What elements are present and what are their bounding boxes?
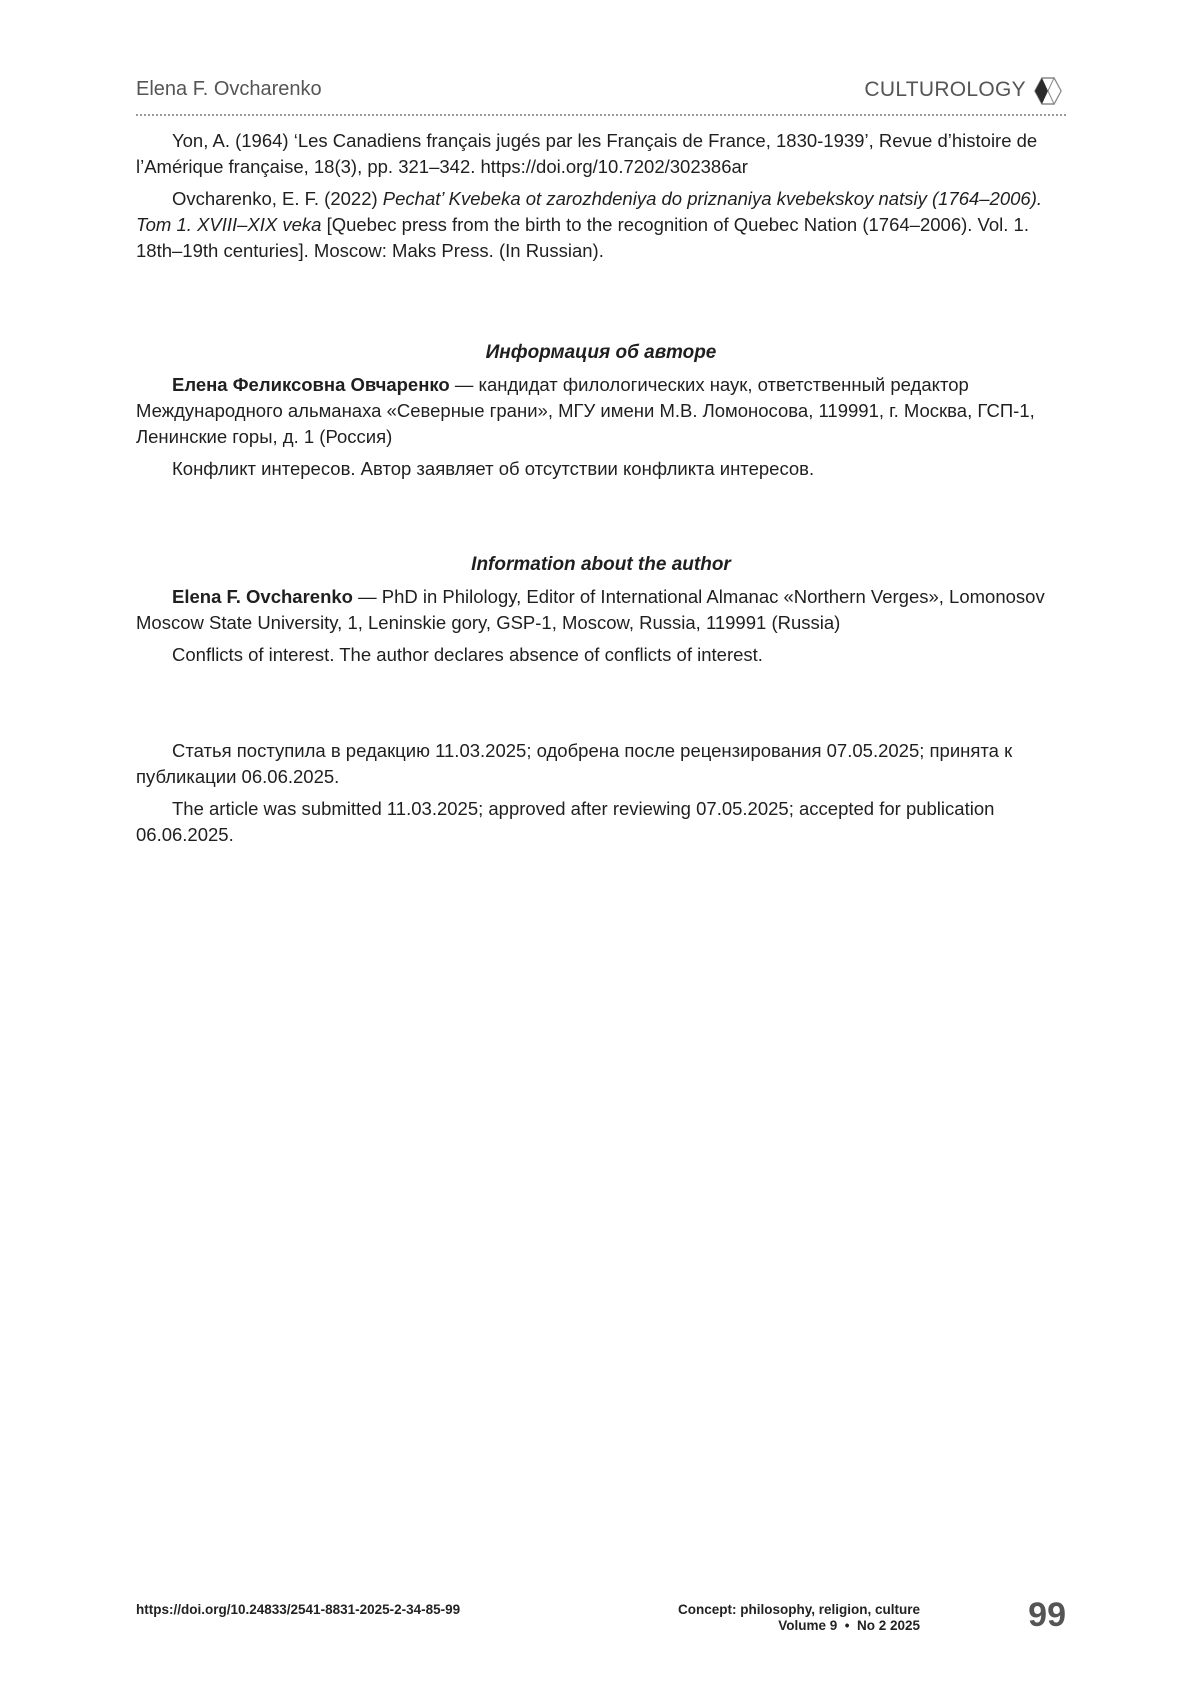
footer-journal [678,1602,920,1634]
article-dates-en: The article was submitted 11.03.2025; approved after reviewing 07.05.2025; accepted for publication 06.06.2025. [136,798,995,845]
journal-issue: Volume 9 • No 2 2025 [778,1618,920,1633]
author-info-en [136,584,1066,636]
page-header [136,76,1066,116]
running-head-section: CULTUROLOGY [864,78,1026,101]
author-info-heading-en: Information about the author [471,554,731,575]
reference-text: Ovcharenko, E. F. (2022) [172,188,383,209]
author-name-en: Elena F. Ovcharenko [172,586,353,607]
author-info-heading-ru: Информация об авторе [485,342,717,363]
cube-logo-icon [1032,76,1064,106]
reference-title: Pechat’ Kvebeka ot zarozhdeniya do priznaniya kvebekskoy natsiy (1764–2006). Tom 1. XVIII–XIX veka [136,188,1043,235]
page-number: 99 [1028,1596,1066,1634]
author-description-en: — PhD in Philology, Editor of International Almanac «Northern Verges», Lomonosov Moscow State University, 1, Leninskie gory, GSP-1, Moscow, Russia, 119991 (Russia) [136,586,1045,633]
reference-ovcharenko [136,186,1066,264]
reference-yon [136,128,1066,180]
author-description-ru: — кандидат филологических наук, ответственный редактор Международного альманаха «Северные грани», МГУ имени М.В. Ломоносова, 119991, г. Москва, ГСП-1, Ленинские горы, д. 1 (Россия) [136,374,1035,447]
conflict-statement-en: Conflicts of interest. The author declares absence of conflicts of interest. [172,644,763,665]
reference-text: Yon, A. (1964) ‘Les Canadiens français jugés par les Français de France, 1830-1939’, Revue d’histoire de l’Amérique française, 18(3), pp. 321–342. https://doi.org/10.7202/302386ar [136,130,1038,177]
footer-doi-link[interactable]: https://doi.org/10.24833/2541-8831-2025-2-34-85-99 [136,1602,461,1617]
page-footer [136,1596,1066,1640]
conflict-statement-ru: Конфликт интересов. Автор заявляет об отсутствии конфликта интересов. [172,458,815,479]
running-head-author: Elena F. Ovcharenko [136,78,322,100]
reference-text: [Quebec press from the birth to the recognition of Quebec Nation (1764–2006). Vol. 1. 18th–19th centuries]. Moscow: Maks Press. (In Russian). [136,214,1029,261]
author-info-ru [136,372,1066,450]
page-content [136,128,1066,854]
journal-title: Concept: philosophy, religion, culture [677,1602,920,1617]
author-name-ru: Елена Феликсовна Овчаренко [172,374,450,395]
article-dates-ru: Статья поступила в редакцию 11.03.2025; одобрена после рецензирования 07.05.2025; принята к публикации 06.06.2025. [136,740,1013,787]
